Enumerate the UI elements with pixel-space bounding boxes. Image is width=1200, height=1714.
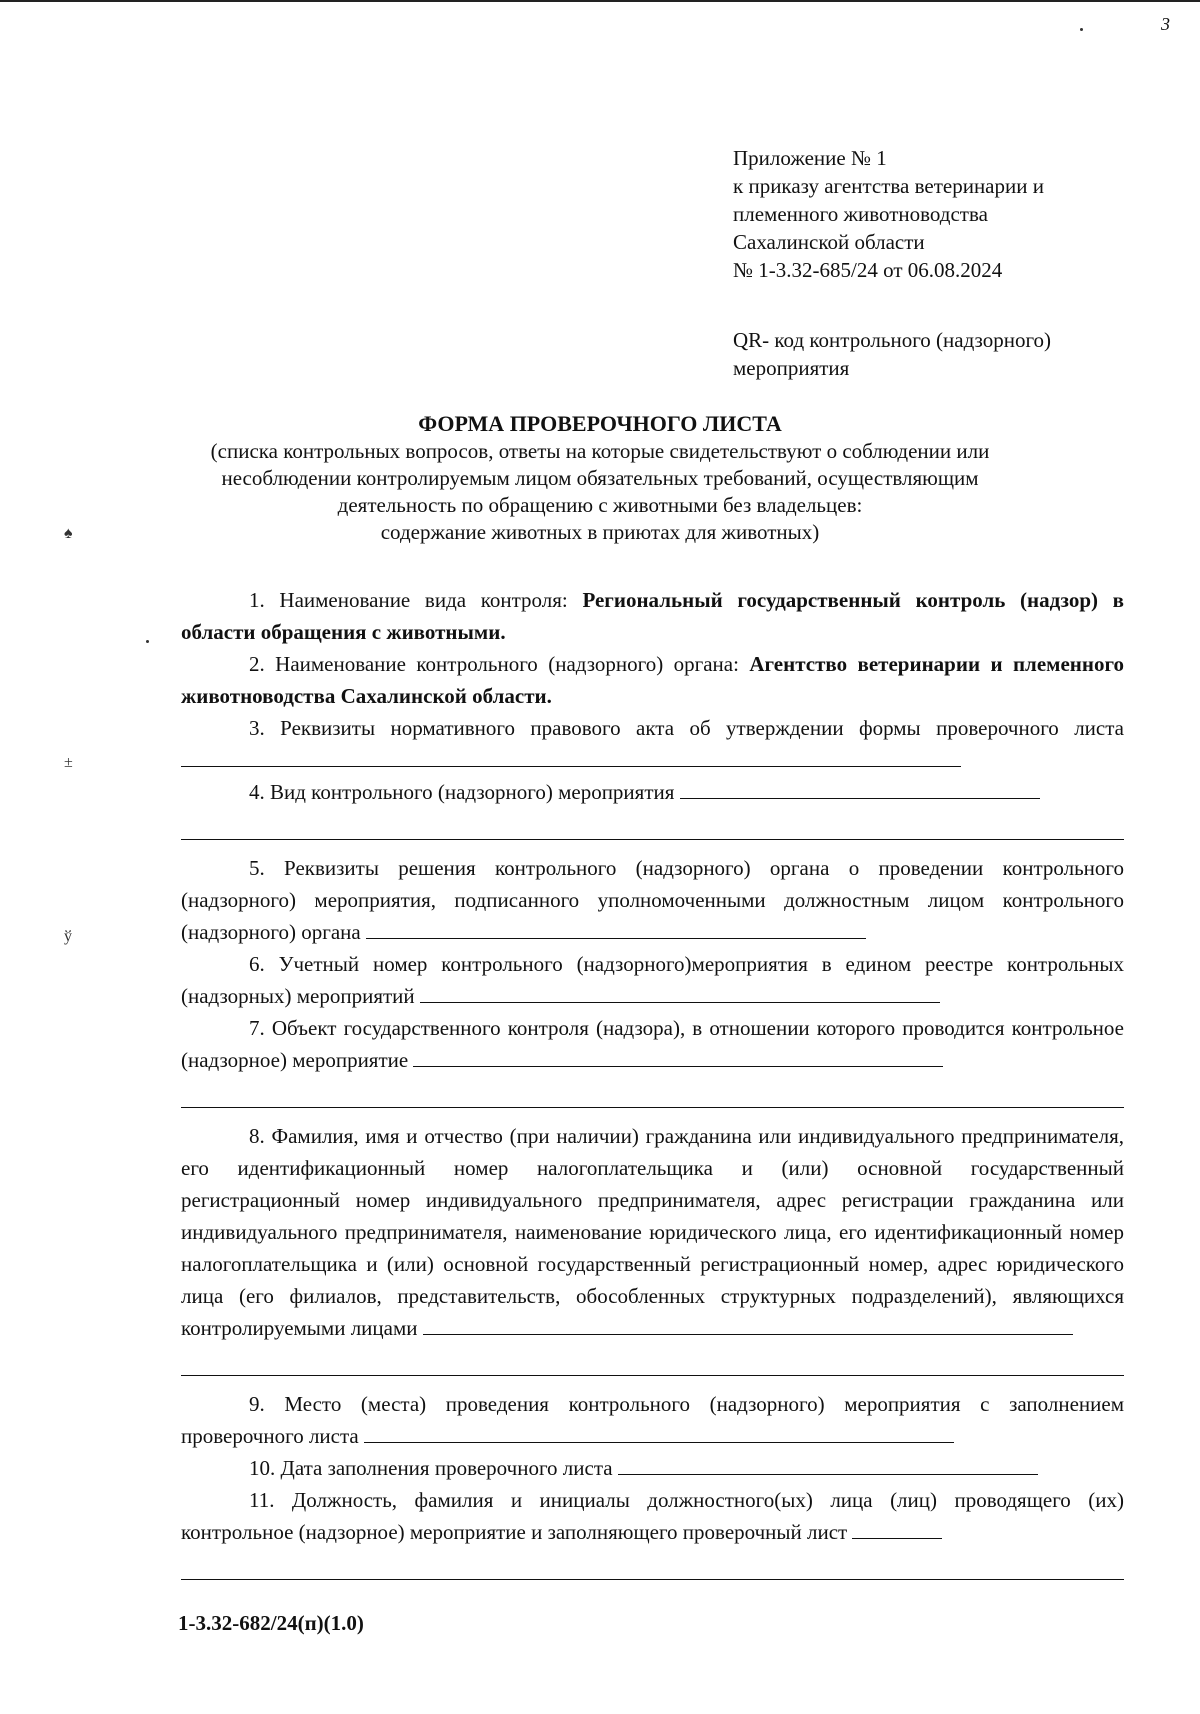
form-subtitle: [160, 438, 1040, 546]
fill-in-blank[interactable]: [364, 1422, 954, 1443]
item-text: 3. Реквизиты нормативного правового акта об утверждении формы проверочного листа: [249, 716, 1124, 740]
fill-in-blank[interactable]: [618, 1454, 1038, 1475]
item-event-place: [181, 1388, 1124, 1452]
item-text: 6. Учетный номер контрольного (надзорного)мероприятия в едином реестре контрольных (надзорных) мероприятий: [181, 952, 1124, 1008]
appendix-line: к приказу агентства ветеринарии и: [733, 174, 1044, 198]
item-text: 10. Дата заполнения проверочного листа: [249, 1456, 613, 1480]
fill-in-line[interactable]: [181, 808, 1124, 840]
item-value-bold: Агентство ветеринарии и племенного животноводства Сахалинской области.: [181, 652, 1125, 708]
item-text: 1. Наименование вида контроля:: [249, 588, 583, 612]
margin-speck-icon: ў: [64, 928, 72, 945]
item-controlled-person: [181, 1120, 1124, 1344]
fill-in-blank[interactable]: [420, 982, 940, 1003]
fill-in-line[interactable]: [181, 1076, 1124, 1108]
appendix-line: племенного животноводства: [733, 202, 988, 226]
margin-speck-icon: ±: [64, 754, 73, 771]
fill-in-blank[interactable]: [413, 1046, 943, 1067]
qr-code-label: [733, 326, 1153, 382]
fill-in-blank[interactable]: [852, 1518, 942, 1539]
form-title: ФОРМА ПРОВЕРОЧНОГО ЛИСТА: [418, 411, 782, 436]
subtitle-line: (списка контрольных вопросов, ответы на которые свидетельствуют о соблюдении или: [210, 439, 990, 463]
scan-speck: [146, 640, 149, 643]
fill-in-blank[interactable]: [366, 918, 866, 939]
qr-label-line: QR- код контрольного (надзорного): [733, 328, 1052, 352]
item-value-bold: Региональный государственный контроль (надзор) в области обращения с животными.: [181, 588, 1125, 644]
qr-label-line: мероприятия: [733, 356, 850, 380]
item-text: 2. Наименование контрольного (надзорного) органа:: [249, 652, 750, 676]
item-text: 4. Вид контрольного (надзорного) мероприятия: [249, 780, 675, 804]
fill-in-blank[interactable]: [423, 1314, 1073, 1335]
page-corner-mark: 3: [1161, 14, 1170, 34]
item-text: 5. Реквизиты решения контрольного (надзорного) органа о проведении контрольного (надзорного) мероприятия, подписанного уполномоченными должностным лицом контрольного (надзорного) органа: [181, 856, 1124, 944]
subtitle-line: содержание животных в приютах для животных): [380, 520, 820, 544]
fill-in-blank[interactable]: [680, 778, 1040, 799]
item-control-object: [181, 1012, 1124, 1076]
item-registry-number: [181, 948, 1124, 1012]
appendix-line: № 1-3.32-685/24 от 06.08.2024: [733, 258, 1003, 282]
fill-in-line[interactable]: [181, 1548, 1124, 1580]
item-text: 7. Объект государственного контроля (надзора), в отношении которого проводится контрольное (надзорное) мероприятие: [181, 1016, 1124, 1072]
item-control-type: [181, 584, 1124, 648]
item-text: 9. Место (места) проведения контрольного (надзорного) мероприятия с заполнением проверочного листа: [181, 1392, 1124, 1448]
subtitle-line: деятельность по обращению с животными без владельцев:: [337, 493, 863, 517]
item-control-body: [181, 648, 1124, 712]
subtitle-line: несоблюдении контролируемым лицом обязательных требований, осуществляющим: [221, 466, 979, 490]
item-decision-details: [181, 852, 1124, 948]
appendix-line: Сахалинской области: [733, 230, 925, 254]
checklist-items: [181, 584, 1124, 1592]
appendix-header: [733, 144, 1153, 284]
item-official: [181, 1484, 1124, 1548]
margin-speck-icon: ♠: [64, 525, 73, 542]
item-text: 11. Должность, фамилия и инициалы должностного(ых) лица (лиц) проводящего (их) контрольное (надзорное) мероприятие и заполняющего проверочный лист: [181, 1488, 1124, 1544]
document-code: 1-3.32-682/24(п)(1.0): [178, 1611, 364, 1635]
item-fill-date: [181, 1452, 1124, 1484]
appendix-line: Приложение № 1: [733, 146, 887, 170]
item-text: 8. Фамилия, имя и отчество (при наличии) гражданина или индивидуального предпринимателя, его идентификационный номер налогоплательщика и (или) основной государственный регистрационный номер индивидуального предпринимателя, адрес регистрации гражданина или индивидуального предпринимателя, наименование юридического лица, его идентификационный номер налогоплательщика и (или) основной государственный регистрационный номер, адрес юридического лица (его филиалов, представительств, обособленных структурных подразделений), являющихся контролируемыми лицами: [181, 1124, 1124, 1340]
scan-speck: [1080, 28, 1083, 31]
fill-in-line[interactable]: [181, 1344, 1124, 1376]
item-event-type: [181, 776, 1124, 808]
top-edge-line: [0, 0, 1200, 2]
item-normative-act: [181, 712, 1124, 776]
fill-in-blank[interactable]: [181, 746, 961, 767]
